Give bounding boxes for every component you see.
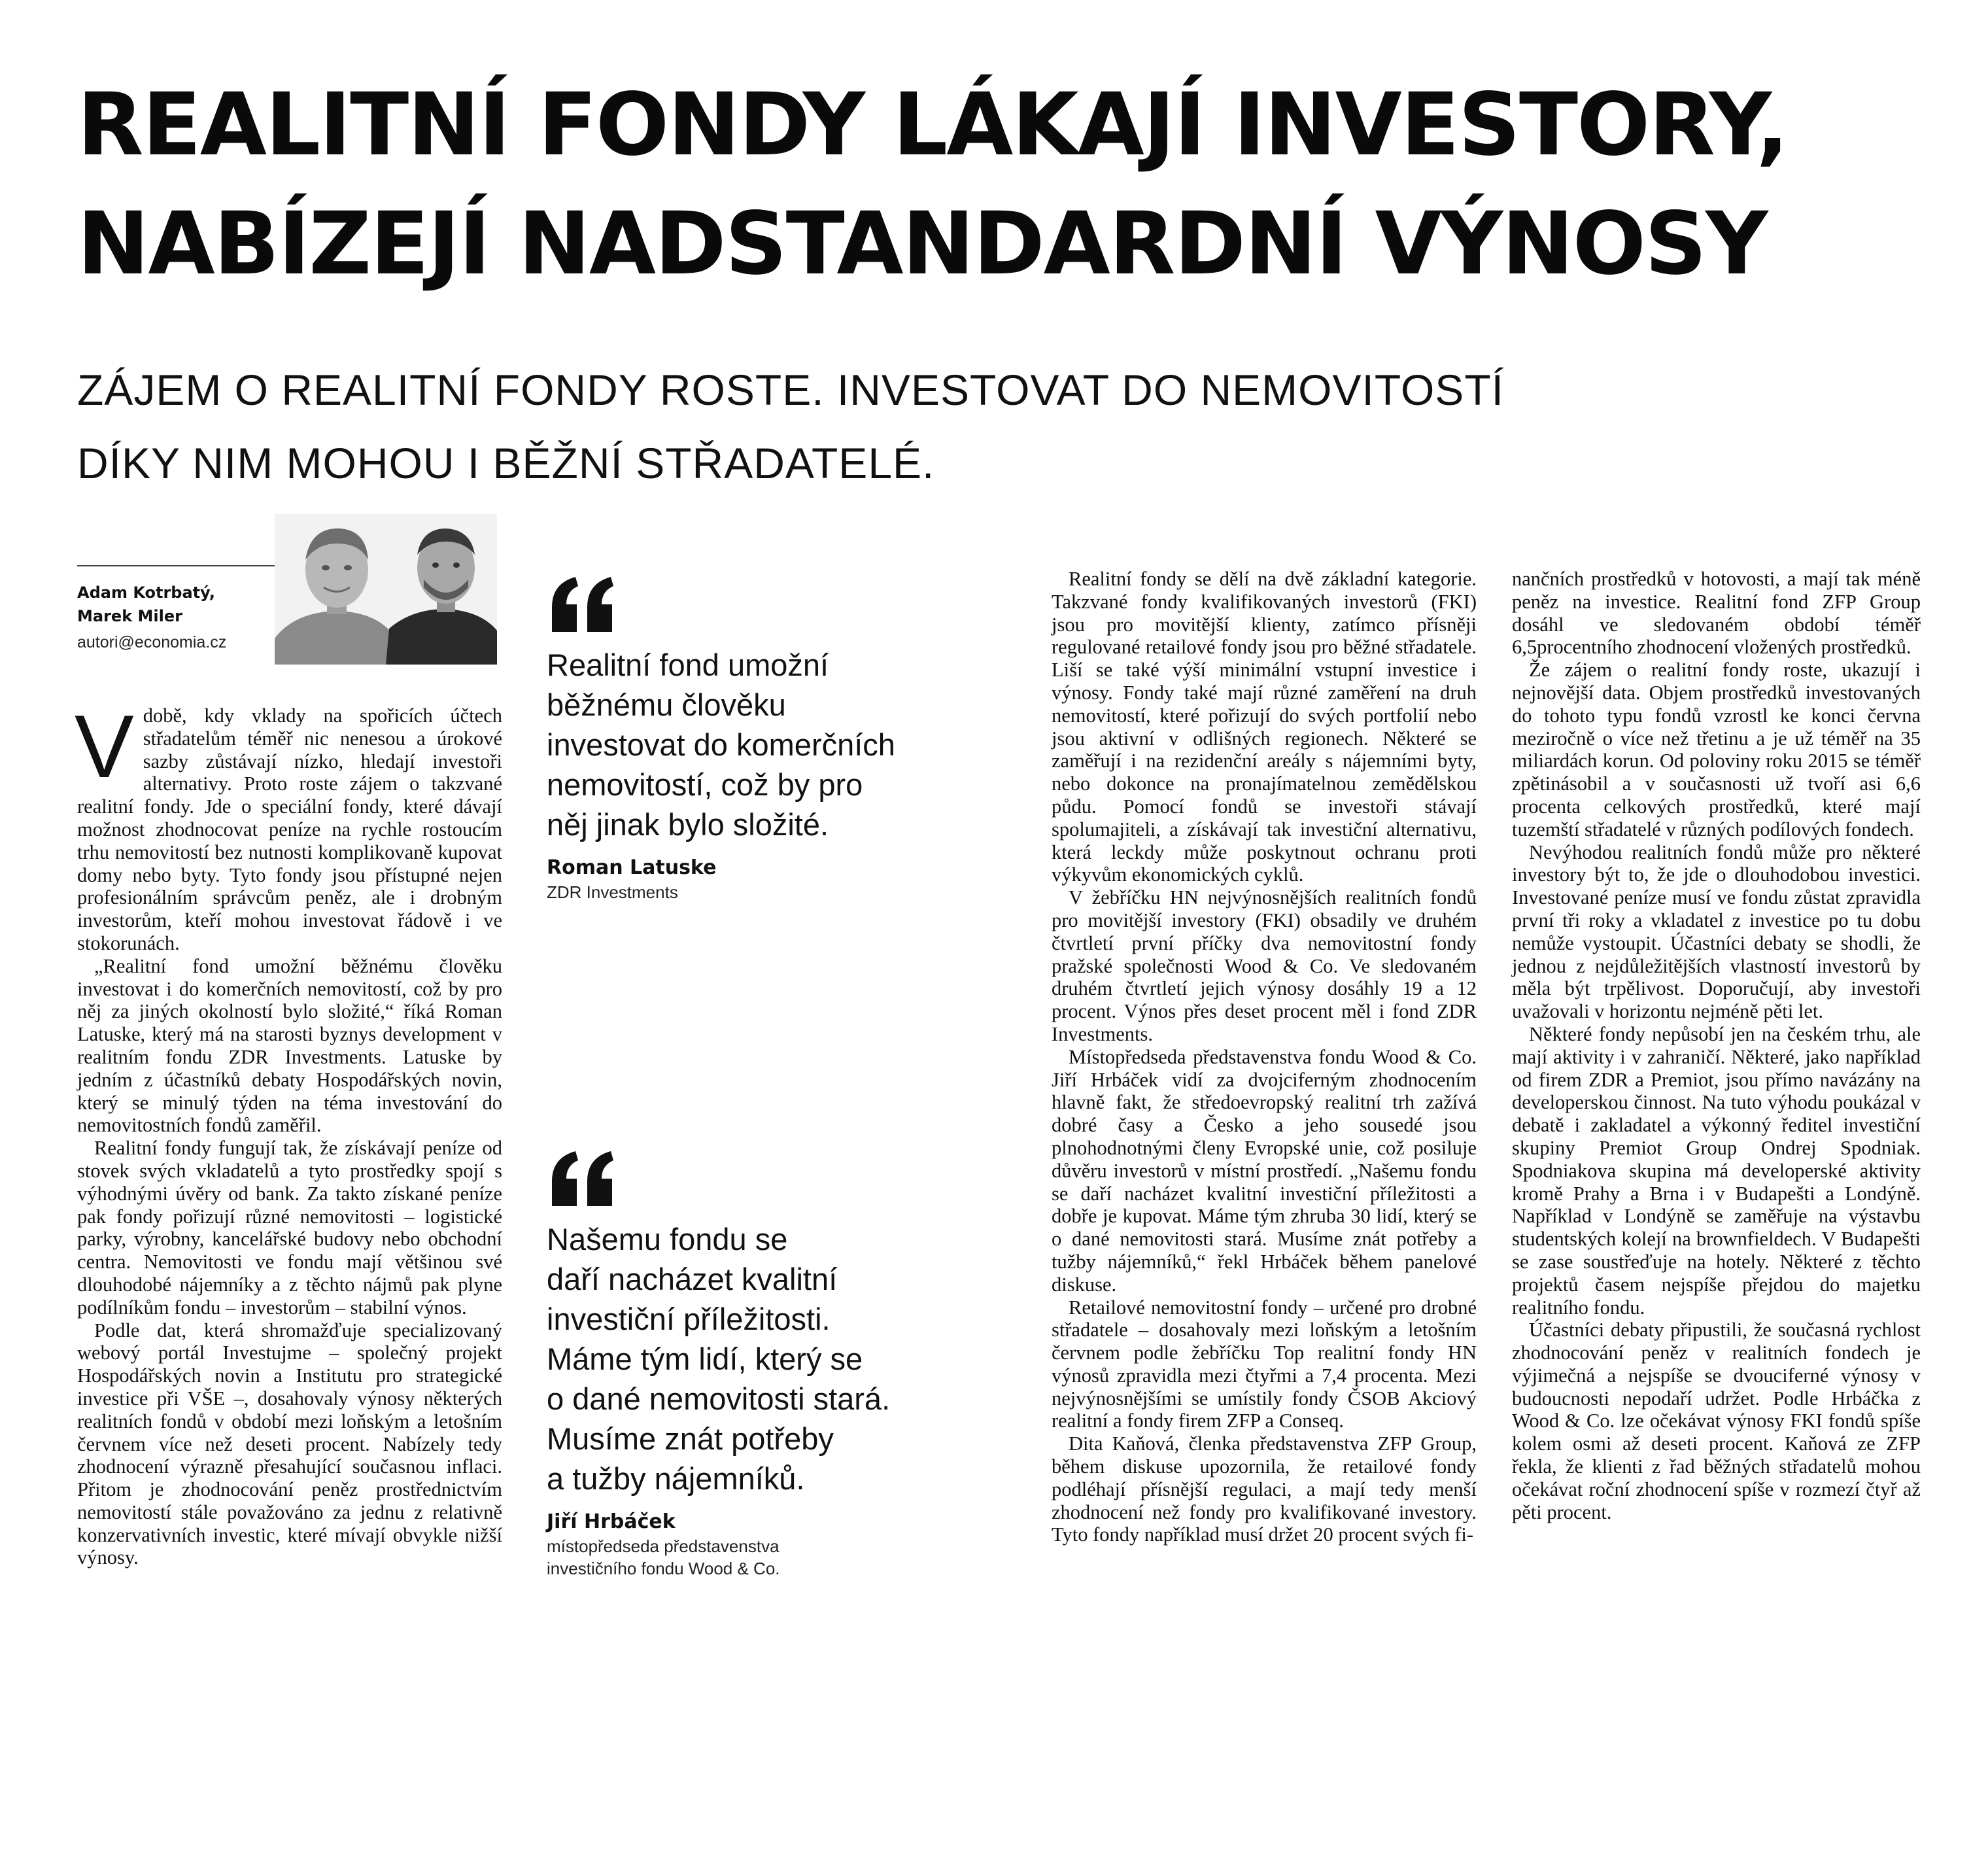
pull-quote-role: místopředseda představenstva investičního fondu Wood & Co. — [547, 1536, 780, 1578]
byline-authors — [77, 581, 286, 628]
paragraph: Účastníci debaty připustili, že současná rychlost zhodnocování peněz v realitních fondech je výjimečná a nejspíše se dvouciferné výnosy v budoucnosti nepodaří udržet. Podle Hrbáčka z Wood & Co. lze očekávat výnosy FKI fondů spíše kolem osmi až deseti procent. Kaňová ze ZFP řekla, že klienti z řad běžných střadatelů mohou očekávat roční zhodnocení spíše v rozmezí čtyř až pěti procent. — [1512, 1319, 1921, 1523]
pull-quote-text: Realitní fond umožní běžnému člověku investovat do komerčních nemovitostí, což by pro něj jinak bylo složité. — [547, 648, 895, 842]
headline-line-2: NABÍZEJÍ NADSTANDARDNÍ VÝNOSY — [77, 194, 1767, 294]
paragraph: Vdobě, kdy vklady na spořicích účtech střadatelům téměř nic nenesou a úrokové sazby zůstávají nízko, hledají investoři alternativy. Proto roste zájem o takzvané realitní fondy. Jde o speciální fondy, které dávají možnost zhodnocovat peníze na rychle rostoucím trhu nemovitostí bez nutnosti komplikovaně kupovat domy nebo byty. Tyto fondy jsou přístupné nejen profesionálním správcům peněz, ale i drobným investorům, kteří mohou investovat řádově i ve stokorunách. — [75, 697, 502, 954]
drop-cap: V — [75, 697, 134, 796]
paragraph: V žebříčku HN nejvýnosnějších realitních fondů pro movitější investory (FKI) obsadily ve druhém čtvrtletí první příčky dva nemovitostní fondy pražské společnosti Wood & Co. Ve sledovaném druhém čtvrtletí jejich výnosy dosáhly 19 a 12 procent. Výnos přes deset procent měl i fond ZDR Investments. — [1052, 886, 1477, 1045]
article-column-3 — [1512, 568, 1921, 1523]
pull-quote-text: Našemu fondu se daří nacházet kvalitní investiční příležitosti. Máme tým lidí, který se o dané nemovitosti stará. Musíme znát potřeby a tužby nájemníků. — [547, 1222, 891, 1496]
pull-quote-role: ZDR Investments — [547, 882, 678, 902]
paragraph: Retailové nemovitostní fondy – určené pro drobné střadatele – dosahovaly mezi loňským a letošním červnem podle žebříčku Top realitní fondy HN výnosů zpravidla mezi čtyřmi a 7,4 procenta. Mezi nejvýnosnějšími se umístily fondy ČSOB Akciový realitní a fondy firem ZFP a Conseq. — [1052, 1296, 1477, 1432]
paragraph: nančních prostředků v hotovosti, a mají tak méně peněz na investice. Realitní fond ZFP Group dosáhl ve sledovaném období téměř 6,5procentního zhodnocení vložených prostředků. — [1512, 568, 1921, 659]
subheadline-line-1: ZÁJEM O REALITNÍ FONDY ROSTE. INVESTOVAT DO NEMOVITOSTÍ — [77, 366, 1504, 414]
byline-author-1: Adam Kotrbatý, — [77, 583, 216, 602]
headline-line-1: REALITNÍ FONDY LÁKAJÍ INVESTORY, — [77, 75, 1788, 175]
paragraph: Nevýhodou realitních fondů může pro některé investory být to, že jde o dlouhodobou investici. Investované peníze musí ve fondu zůstat zpravidla první tři roky a vkladatel z investice po tu dobu nemůže vystoupit. Účastníci debaty se shodli, že jednou z nejdůležitějších vlastností investorů by měla být trpělivost. Doporučují, aby investoři uvažovali v horizontu nejméně pěti let. — [1512, 840, 1921, 1023]
pull-quote-author: Jiří Hrbáček — [547, 1510, 676, 1533]
paragraph: Některé fondy nepůsobí jen na českém trhu, ale mají aktivity i v zahraničí. Některé, jako například od firem ZDR a Premiot, jsou přímo navázány na developerskou činnost. Na tuto výhodu poukázal v debatě i zakladatel a výkonný ředitel investiční skupiny Premiot Group Ondrej Spodniak. Spodniakova skupina má developerské aktivity kromě Prahy a Brna i v Budapešti a Londýně. Například v Londýně se zaměřuje na výstavbu studentských kolejí na brownfieldech. V Budapešti se zase soustřeďuje na hotely. Některé z těchto projektů časem nejspíše přejdou do majetku realitního fondu. — [1512, 1022, 1921, 1319]
paragraph: „Realitní fond umožní běžnému člověku investovat i do komerčních nemovitostí, což by pro něj za jiných okolností bylo složité,“ říká Roman Latuske, který má na starosti byznys development v realitním fondu ZDR Investments. Latuske by jedním z účastníků debaty Hospodářských novin, který se minulý týden na téma investování do nemovitostních fondů zaměřil. — [77, 954, 502, 1137]
byline-divider — [77, 565, 277, 566]
paragraph: Že zájem o realitní fondy roste, ukazují i nejnovější data. Objem prostředků investovaných do tohoto typu fondů vzrostl ke konci června meziročně o více než třetinu a je už téměř na 35 miliardách korun. Od poloviny roku 2015 se téměř zpětinásobil a v současnosti už tvoří asi 6,6 procenta celkových prostředků, které mají tuzemští střadatelé v různých podílových fondech. — [1512, 659, 1921, 840]
byline-author-2: Marek Miler — [77, 607, 182, 625]
quote-mark-icon — [547, 1149, 619, 1207]
paragraph: Dita Kaňová, členka představenstva ZFP Group, během diskuse upozornila, že retailové fondy podléhají přísnější regulaci, a mají tedy menší zhodnocení než fondy pro kvalifikované investory. Tyto fondy například musí držet 20 procent svých fi- — [1052, 1432, 1477, 1546]
paragraph: Podle dat, která shromažďuje specializovaný webový portál Investujme – společný projekt Hospodářských novin a Institutu pro strategické investice při VŠE –, dosahovaly výnosy některých realitních fondů v období mezi loňským a letošním červnem více než deseti procent. Nabízely tedy zhodnocení výrazně přesahující současnou inflaci. Přitom je zhodnocování peněz prostřednictvím nemovitostí stále považováno za jednu z relativně konzervativních investic, které mívají obvykle nižší výnosy. — [77, 1319, 502, 1569]
paragraph: Realitní fondy fungují tak, že získávají peníze od stovek svých vkladatelů a tyto prostředky spojí s výhodnými úvěry od bank. Za takto získané peníze pak fondy pořizují různé nemovitosti – logistické parky, výrobny, kancelářské budovy nebo obchodní centra. Nemovitosti ve fondu mají většinou své dlouhodobé nájemníky a z těchto nájmů pak plyne podílníkům fondu – investorům – stabilní výnos. — [77, 1137, 502, 1319]
pull-quote-2 — [547, 1149, 1004, 1580]
subheadline — [77, 353, 1712, 500]
paragraph: Místopředseda představenstva fondu Wood & Co. Jiří Hrbáček vidí za dvojciferným zhodnocením hlavně fakt, že středoevropský realitní trh zažívá dobré časy a Česko a jeho sousedé jsou plnohodnotnými členy Evropské unie, což posiluje důvěru investorů v místní prostředí. „Našemu fondu se daří nacházet kvalitní investiční příležitosti a dobře je kupovat. Máme tým zhruba 30 lidí, který se o dané nemovitosti stará. Musíme znát potřeby a tužby nájemníků,“ řekl Hrbáček během panelové diskuse. — [1052, 1045, 1477, 1296]
quote-mark-icon — [547, 574, 619, 633]
subheadline-line-2: DÍKY NIM MOHOU I BĚŽNÍ STŘADATELÉ. — [77, 439, 935, 487]
paragraph: Realitní fondy se dělí na dvě základní kategorie. Takzvané fondy kvalifikovaných investorů (FKI) jsou pro movitější klienty, zatímco přísněji regulované retailové fondy jsou pro běžné střadatele. Liší se také výší minimální vstupní investice i výnosy. Fondy také mají různé zaměření na druh nemovitostí, které pořizují do svých portfolií nebo jsou aktivní v odlišných regionech. Některé se zaměřují i na rezidenční areály s nájemními byty, nebo dokonce na pronajímatelnou zemědělskou půdu. Pomocí fondů se investoři stávají spolumajiteli, a získávají tak investiční alternativu, která leckdy může poskytnout ochranu proti výkyvům ekonomických cyklů. — [1052, 568, 1477, 886]
pull-quote-author: Roman Latuske — [547, 856, 717, 879]
headline — [77, 65, 1928, 303]
byline-email: autori@economia.cz — [77, 633, 227, 651]
pull-quote-1 — [547, 574, 1004, 903]
article-column-1 — [75, 697, 502, 1569]
article-column-2 — [1052, 568, 1477, 1546]
authors-photo — [275, 514, 497, 665]
